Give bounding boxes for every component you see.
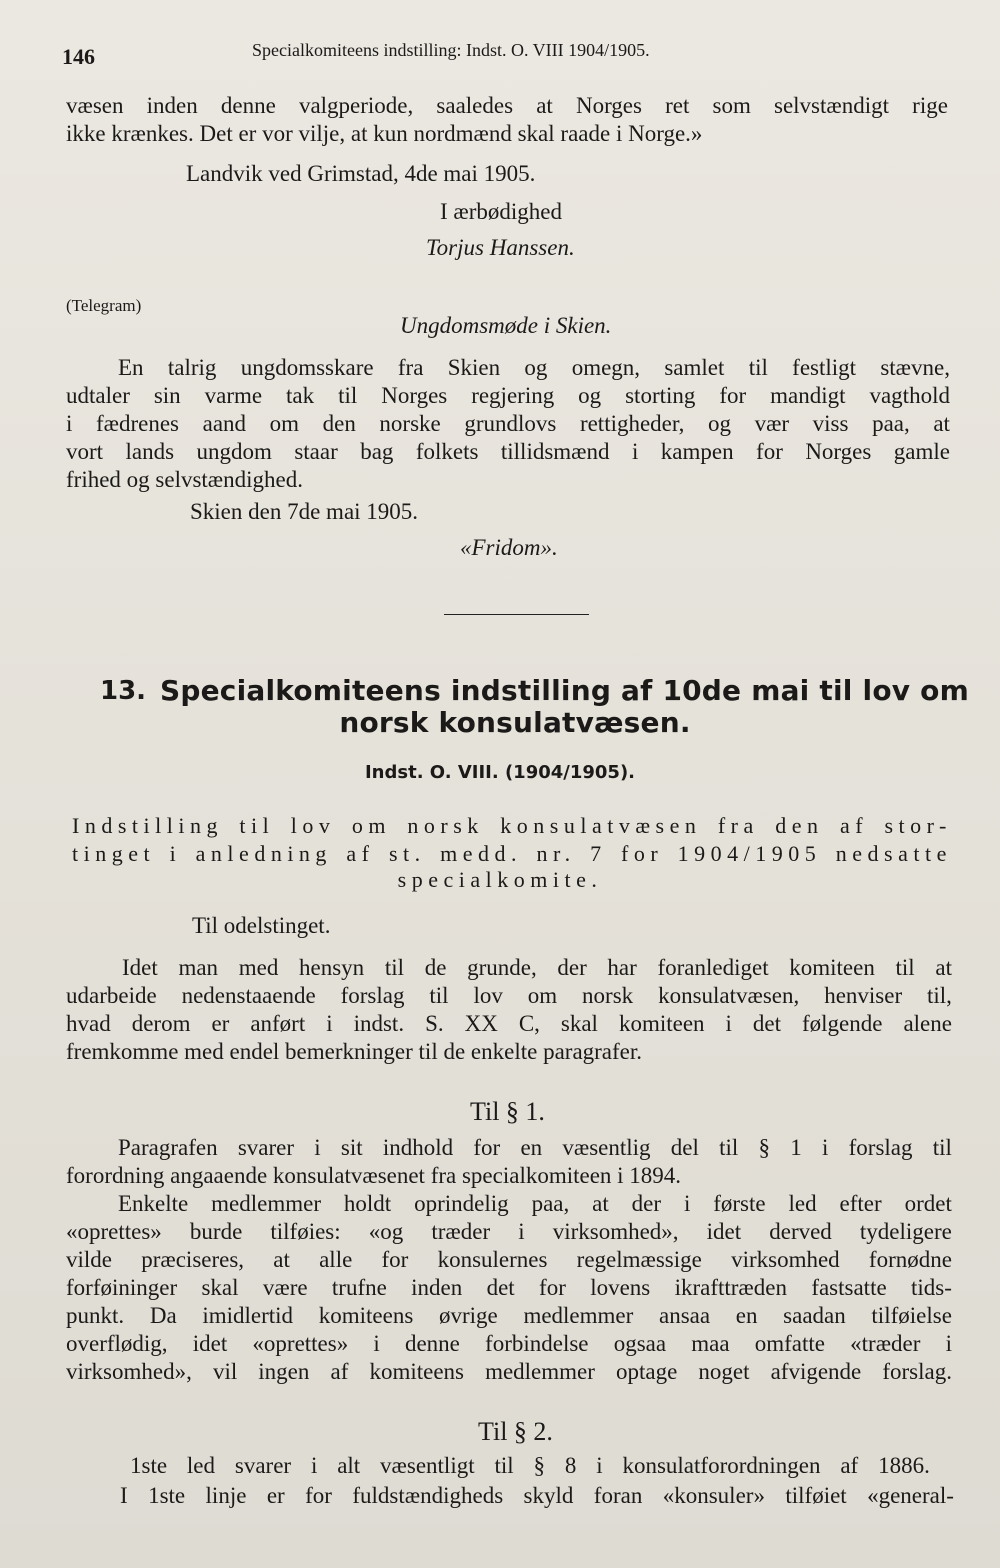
word: svarer (234, 1453, 292, 1478)
word: er (266, 1483, 285, 1508)
word: komiteens (318, 1303, 414, 1328)
word: staar (294, 439, 338, 464)
word: linje (205, 1483, 247, 1508)
word: svarer (237, 1135, 295, 1160)
word: nedsatte (835, 841, 952, 866)
word: festligt (792, 355, 857, 380)
text-line: frihed og selvstændighed. (66, 467, 303, 492)
telegram-label: (Telegram) (66, 296, 142, 315)
word: 7 (590, 841, 607, 866)
word: Norges (575, 93, 642, 118)
word: af (840, 1453, 859, 1478)
word: med (238, 955, 279, 980)
word: at (273, 1247, 290, 1272)
word: trufne (331, 1275, 387, 1300)
word: Enkelte (118, 1191, 189, 1216)
word: virksomhed (731, 1247, 840, 1272)
word: om (351, 813, 391, 838)
word: i (314, 1135, 321, 1160)
word: ungdom (196, 439, 272, 464)
word: den (775, 813, 824, 838)
word: i (822, 1135, 829, 1160)
word: forbindelse (485, 1331, 589, 1356)
text-line (66, 1246, 952, 1274)
word: viss (812, 411, 849, 436)
word: varme (204, 383, 263, 408)
word: bag (360, 439, 394, 464)
text-line (66, 92, 948, 120)
word: er (211, 1011, 230, 1036)
word: af (330, 1359, 349, 1384)
text-line (66, 982, 952, 1010)
word: Norges (805, 439, 872, 464)
word: fra (717, 813, 759, 838)
word: til (494, 1453, 514, 1478)
word: for (473, 1135, 501, 1160)
word: saadan (783, 1303, 846, 1328)
word: om (269, 411, 300, 436)
word: til (719, 1135, 739, 1160)
word: vil (212, 1359, 238, 1384)
word: for (305, 1483, 332, 1508)
text-line (66, 1274, 952, 1302)
word: for (621, 841, 664, 866)
word: paa, (531, 1191, 570, 1216)
word: medd. (440, 841, 523, 866)
word: ret (665, 93, 690, 118)
word: imidlertid (202, 1303, 294, 1328)
word: idet (706, 1219, 742, 1244)
word: «oprettes» (252, 1331, 349, 1356)
word: nedenstaaende (181, 983, 316, 1008)
word: for (381, 1247, 409, 1272)
word: lov (290, 813, 336, 838)
word: omfatte (754, 1331, 825, 1356)
word: lovens (590, 1275, 651, 1300)
word: optage (616, 1359, 678, 1384)
word: «general- (867, 1483, 954, 1508)
word: ikrafttræden (674, 1275, 787, 1300)
word: forføininger (66, 1275, 178, 1300)
word: forslag. (882, 1359, 952, 1384)
document-reference: Indst. O. VIII. (1904/1905). (364, 762, 636, 783)
word: vagthold (869, 383, 950, 408)
word: 1ste (130, 1453, 168, 1478)
word: ungdomsskare (240, 355, 374, 380)
word: lands (125, 439, 175, 464)
word: afvigende (770, 1359, 862, 1384)
word: tinget (72, 841, 156, 866)
word: 1886. (878, 1453, 930, 1478)
text-line (118, 1190, 952, 1218)
word: anført (250, 1011, 306, 1036)
word: i (596, 1453, 603, 1478)
word: inden (146, 93, 198, 118)
word: lov (473, 983, 503, 1008)
word: stor- (884, 813, 952, 838)
word: konsulatvæsen, (658, 983, 800, 1008)
word: og (524, 355, 548, 380)
word: maa (691, 1331, 730, 1356)
word: virksomhed», (552, 1219, 679, 1244)
word: til (932, 1135, 952, 1160)
word: holdt (343, 1191, 392, 1216)
word: fuldstændigheds (352, 1483, 504, 1508)
word: ansaa (658, 1303, 711, 1328)
text-line (66, 410, 950, 438)
word: norsk (582, 983, 634, 1008)
word: første (713, 1191, 766, 1216)
text-line: fremkomme med endel bemerkninger til de enkelte paragrafer. (66, 1039, 643, 1064)
word: denne (404, 1331, 460, 1356)
word: overflødig, (66, 1331, 168, 1356)
word: hensyn (299, 955, 365, 980)
word: om (527, 983, 558, 1008)
word: tilføiet (785, 1483, 847, 1508)
word: væsentligt (380, 1453, 475, 1478)
word: forslag (848, 1135, 913, 1160)
word: medlemmer (211, 1191, 322, 1216)
word: regjering (471, 383, 555, 408)
word: væsentlig (562, 1135, 651, 1160)
word: vilde (66, 1247, 112, 1272)
word: talrig (167, 355, 217, 380)
word: tilføielse (871, 1303, 952, 1328)
word: for (719, 383, 747, 408)
word: regelmæssige (576, 1247, 702, 1272)
word: foran (593, 1483, 643, 1508)
subtitle-line (72, 812, 952, 840)
word: at (935, 955, 952, 980)
word: skal (201, 1275, 239, 1300)
word: være (262, 1275, 308, 1300)
word: der (557, 955, 587, 980)
word: foranlediget (657, 955, 769, 980)
text-line (66, 438, 950, 466)
addressee: Til odelstinget. (192, 913, 331, 938)
word: de (424, 955, 447, 980)
word: § (533, 1453, 545, 1478)
text-line: forordning angaaende konsulatvæsenet fra specialkomiteen i 1894. (66, 1163, 682, 1188)
word: i (169, 841, 182, 866)
word: XX (464, 1011, 498, 1036)
text-line (66, 1358, 952, 1386)
word: derom (131, 1011, 191, 1036)
word: «konsuler» (662, 1483, 765, 1508)
paragraph-heading: Til § 1. (470, 1097, 545, 1126)
word: led (186, 1453, 216, 1478)
page-number: 146 (62, 44, 95, 69)
text-line (66, 1010, 952, 1038)
word: en (520, 1135, 543, 1160)
text-line (66, 1218, 952, 1246)
word: «oprettes» (66, 1219, 162, 1244)
word: væsen (66, 93, 124, 118)
word: kampen (660, 439, 734, 464)
word: rettigheder, (579, 411, 685, 436)
word: punkt. (66, 1303, 125, 1328)
word: i (945, 1331, 952, 1356)
word: Indstilling (72, 813, 223, 838)
word: virksomhed», (66, 1359, 192, 1384)
word: det (752, 1011, 781, 1036)
word: til, (927, 983, 952, 1008)
word: følgende (801, 1011, 883, 1036)
word: norske (379, 411, 441, 436)
text-line (118, 354, 950, 382)
text-line (122, 954, 952, 982)
word: st. (388, 841, 426, 866)
word: denne (220, 93, 276, 118)
word: storting (625, 383, 696, 408)
paragraph-heading: Til § 2. (478, 1417, 553, 1446)
word: sit (340, 1135, 363, 1160)
word: vær (754, 411, 790, 436)
word: man (178, 955, 219, 980)
word: øvrige (438, 1303, 498, 1328)
word: til (895, 955, 915, 980)
word: burde (189, 1219, 243, 1244)
word: at (592, 1191, 609, 1216)
word: og (707, 411, 731, 436)
word: komiteen (789, 955, 875, 980)
closing: I ærbødighed (440, 199, 563, 224)
text-line: ikke krænkes. Det er vor vilje, at kun nordmænd skal raade i Norge.» (66, 121, 703, 146)
word: 1 (790, 1135, 802, 1160)
text-line (120, 1482, 954, 1510)
place-date: Skien den 7de mai 1905. (190, 499, 419, 524)
word: folkets (415, 439, 479, 464)
word: i (518, 1219, 525, 1244)
word: i (725, 1011, 732, 1036)
word: samlet (664, 355, 725, 380)
word: C, (518, 1011, 540, 1036)
text-line (66, 1330, 952, 1358)
word: i (683, 1191, 691, 1216)
word: grundlovs (464, 411, 557, 436)
word: har (607, 955, 637, 980)
word: i (373, 1331, 380, 1356)
text-line (118, 1134, 952, 1162)
word: i (631, 439, 639, 464)
word: paa, (872, 411, 910, 436)
word: til (429, 983, 449, 1008)
signature: «Fridom». (460, 535, 558, 560)
word: medlemmer (485, 1359, 595, 1384)
word: indst. (353, 1011, 405, 1036)
word: til (338, 383, 358, 408)
word: udarbeide (66, 983, 157, 1008)
section-title: Specialkomiteens indstilling af 10de mai til lov om (160, 674, 969, 707)
word: fædrenes (95, 411, 180, 436)
word: noget (698, 1359, 750, 1384)
word: Da (149, 1303, 177, 1328)
word: konsulatvæsen (500, 813, 702, 838)
word: anledning (195, 841, 332, 866)
word: aand (202, 411, 247, 436)
word: «og (368, 1219, 404, 1244)
word: mandigt (770, 383, 846, 408)
letter-heading: Ungdomsmøde i Skien. (400, 313, 612, 338)
word: valgperiode, (298, 93, 414, 118)
word: gamle (893, 439, 950, 464)
word: ogsaa (613, 1331, 667, 1356)
word: tillidsmænd (500, 439, 610, 464)
section-title: norsk konsulatvæsen. (339, 706, 691, 739)
word: medlemmer (523, 1303, 634, 1328)
word: komiteens (369, 1359, 464, 1384)
word: idet (192, 1331, 228, 1356)
word: alle (319, 1247, 353, 1272)
section-number: 13. (100, 676, 147, 706)
word: og (578, 383, 602, 408)
subtitle-line (72, 840, 952, 868)
word: oprindelig (414, 1191, 509, 1216)
word: alt (337, 1453, 361, 1478)
text-line (66, 1302, 952, 1330)
word: i (326, 1011, 333, 1036)
word: af (346, 841, 375, 866)
word: skal (560, 1011, 598, 1036)
word: Idet (122, 955, 158, 980)
word: nr. (536, 841, 576, 866)
word: Paragrafen (118, 1135, 218, 1160)
word: forslag (340, 983, 405, 1008)
word: for (539, 1275, 566, 1300)
word: led (788, 1191, 817, 1216)
text-line (130, 1452, 930, 1480)
word: En (118, 355, 144, 380)
word: at (933, 411, 950, 436)
word: til (384, 955, 405, 980)
word: konsulernes (437, 1247, 548, 1272)
word: 1ste (148, 1483, 186, 1508)
word: til (239, 813, 275, 838)
word: at (536, 93, 553, 118)
text-line (66, 382, 950, 410)
word: hvad (66, 1011, 111, 1036)
word: tilføies: (270, 1219, 341, 1244)
word: selvstændigt (774, 93, 890, 118)
word: 8 (564, 1453, 577, 1478)
word: en (735, 1303, 758, 1328)
word: udtaler (66, 383, 130, 408)
word: træder (431, 1219, 491, 1244)
word: rige (912, 93, 948, 118)
word: S. (425, 1011, 444, 1036)
word: tydeligere (859, 1219, 952, 1244)
word: 1904/1905 (677, 841, 822, 866)
word: i (66, 411, 73, 436)
word: Norges (381, 383, 448, 408)
signature: Torjus Hanssen. (426, 235, 575, 260)
word: for (756, 439, 783, 464)
word: Skien (447, 355, 501, 380)
word: del (670, 1135, 699, 1160)
word: til (748, 355, 768, 380)
word: den (322, 411, 356, 436)
word: omegn, (571, 355, 641, 380)
word: fornødne (868, 1247, 952, 1272)
word: «træder (850, 1331, 921, 1356)
word: fra (397, 355, 424, 380)
separator-rule (444, 614, 589, 615)
word: sin (153, 383, 181, 408)
word: tak (286, 383, 315, 408)
word: præciseres, (141, 1247, 245, 1272)
word: alene (903, 1011, 952, 1036)
word: i (310, 1453, 318, 1478)
word: grunde, (467, 955, 537, 980)
word: indhold (382, 1135, 454, 1160)
word: ordet (904, 1191, 952, 1216)
word: ingen (258, 1359, 310, 1384)
place-date: Landvik ved Grimstad, 4de mai 1905. (186, 161, 536, 186)
word: henviser (824, 983, 903, 1008)
word: komiteen (618, 1011, 705, 1036)
word: derved (769, 1219, 832, 1244)
word: konsulatforordningen (622, 1453, 821, 1478)
subtitle-line: specialkomite. (397, 867, 603, 892)
word: I (120, 1483, 128, 1508)
word: af (839, 813, 869, 838)
word: norsk (407, 813, 484, 838)
word: skyld (523, 1483, 574, 1508)
word: efter (839, 1191, 882, 1216)
word: som (712, 93, 751, 118)
running-title: Specialkomiteens indstilling: Indst. O. VIII 1904/1905. (252, 40, 650, 60)
word: det (486, 1275, 515, 1300)
word: stævne, (880, 355, 950, 380)
word: der (631, 1191, 662, 1216)
word: § (758, 1135, 771, 1160)
word: fastsatte (811, 1275, 887, 1300)
word: inden (411, 1275, 463, 1300)
word: vort (66, 439, 104, 464)
word: tids- (911, 1275, 952, 1300)
word: saaledes (436, 93, 514, 118)
